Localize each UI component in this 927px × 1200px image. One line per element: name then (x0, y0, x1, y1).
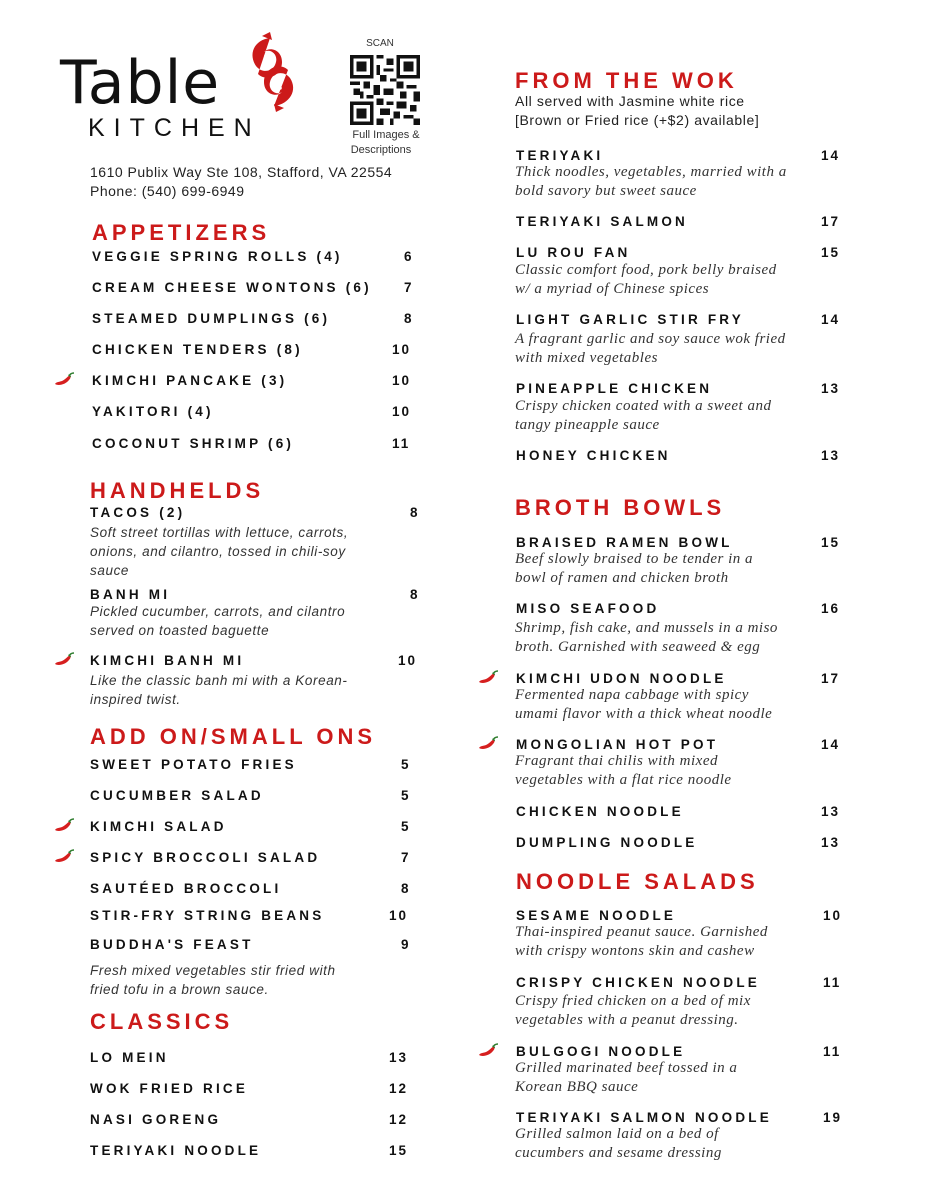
menu-item-name: WOK FRIED RICE (90, 1081, 249, 1096)
menu-item-description: with crispy wontons skin and cashew (515, 943, 755, 959)
menu-item-description: Pickled cucumber, carrots, and cilantro (90, 604, 346, 619)
menu-item-price: 16 (821, 601, 841, 616)
menu-item-name: PINEAPPLE CHICKEN (516, 381, 713, 396)
menu-item-price: 13 (389, 1050, 409, 1065)
menu-item-description: Korean BBQ sauce (515, 1079, 639, 1095)
menu-item-price: 10 (823, 908, 843, 923)
menu-item-price: 7 (401, 850, 411, 865)
menu-item-description: A fragrant garlic and soy sauce wok fried (515, 331, 786, 347)
chili-pepper-icon (52, 849, 76, 865)
menu-item-price: 13 (821, 448, 841, 463)
menu-item-name: SWEET POTATO FRIES (90, 757, 297, 772)
section-title-noodle-salads: NOODLE SALADS (516, 869, 759, 894)
chili-pepper-icon (52, 372, 76, 388)
menu-item-name: SESAME NOODLE (516, 908, 677, 923)
qr-code[interactable] (350, 55, 420, 125)
menu-item-description: bowl of ramen and chicken broth (515, 570, 729, 586)
chili-pepper-icon (476, 1043, 500, 1059)
section-title-wok: FROM THE WOK (515, 68, 738, 93)
section-subtitle: All served with Jasmine white rice (515, 93, 745, 109)
menu-item-description: vegetables with a flat rice noodle (515, 772, 732, 788)
qr-scan-label: SCAN (366, 38, 394, 49)
menu-item-price: 11 (823, 975, 842, 990)
menu-item-price: 14 (821, 148, 841, 163)
qr-caption-1: Full Images & (352, 129, 420, 141)
menu-item-price: 14 (821, 312, 841, 327)
menu-item-description: vegetables with a peanut dressing. (515, 1012, 739, 1028)
menu-item-name: DUMPLING NOODLE (516, 835, 698, 850)
menu-item-price: 5 (401, 788, 411, 803)
section-title-classics: CLASSICS (90, 1009, 234, 1034)
menu-item-name: BULGOGI NOODLE (516, 1044, 686, 1059)
chili-pepper-icon (52, 818, 76, 834)
menu-item-name: KIMCHI BANH MI (90, 653, 245, 668)
chili-pepper-icon (52, 652, 76, 668)
menu-item-price: 11 (392, 436, 411, 451)
menu-item-price: 10 (392, 404, 412, 419)
menu-item-price: 14 (821, 737, 841, 752)
menu-item-name: SAUTÉED BROCCOLI (90, 881, 282, 896)
menu-item-name: TERIYAKI NOODLE (90, 1143, 262, 1158)
menu-item-description: Soft street tortillas with lettuce, carrots, (90, 525, 349, 540)
menu-item-price: 5 (401, 757, 411, 772)
menu-item-price: 17 (821, 214, 841, 229)
section-title-appetizers: APPETIZERS (92, 220, 271, 245)
menu-item-name: VEGGIE SPRING ROLLS (4) (92, 249, 343, 264)
menu-item-description: umami flavor with a thick wheat noodle (515, 706, 773, 722)
menu-item-description: Crispy fried chicken on a bed of mix (515, 993, 751, 1009)
section-title-addons: ADD ON/SMALL ONS (90, 724, 377, 749)
menu-item-name: LO MEIN (90, 1050, 169, 1065)
phone-line: Phone: (540) 699-6949 (90, 183, 245, 199)
menu-item-description: cucumbers and sesame dressing (515, 1145, 722, 1161)
menu-item-name: CHICKEN NOODLE (516, 804, 684, 819)
menu-item-price: 6 (404, 249, 414, 264)
menu-item-price: 12 (389, 1081, 409, 1096)
menu-item-price: 10 (389, 908, 409, 923)
menu-item-name: TERIYAKI SALMON (516, 214, 689, 229)
menu-item-price: 11 (823, 1044, 842, 1059)
menu-item-name: BANH MI (90, 587, 171, 602)
menu-item-description: inspired twist. (90, 692, 181, 707)
menu-item-description: onions, and cilantro, tossed in chili-soy (90, 544, 346, 559)
menu-item-description: Grilled marinated beef tossed in a (515, 1060, 738, 1076)
menu-item-price: 10 (392, 373, 412, 388)
address-line: 1610 Publix Way Ste 108, Stafford, VA 22554 (90, 164, 393, 180)
menu-item-name: LIGHT GARLIC STIR FRY (516, 312, 744, 327)
menu-item-description: Fresh mixed vegetables stir fried with (90, 963, 336, 978)
menu-item-price: 12 (389, 1112, 409, 1127)
koi-fish-icon (240, 32, 304, 112)
menu-item-description: Fermented napa cabbage with spicy (515, 687, 749, 703)
menu-item-name: BRAISED RAMEN BOWL (516, 535, 733, 550)
menu-item-name: CRISPY CHICKEN NOODLE (516, 975, 760, 990)
menu-item-name: TERIYAKI SALMON NOODLE (516, 1110, 772, 1125)
chili-pepper-icon (476, 736, 500, 752)
qr-caption-2: Descriptions (350, 144, 412, 156)
menu-item-price: 15 (821, 535, 841, 550)
menu-item-name: COCONUT SHRIMP (6) (92, 436, 295, 451)
brand-name: Table (60, 48, 221, 118)
section-title-broth-bowls: BROTH BOWLS (515, 495, 726, 520)
menu-item-name: BUDDHA'S FEAST (90, 937, 254, 952)
menu-item-name: SPICY BROCCOLI SALAD (90, 850, 321, 865)
menu-item-price: 15 (389, 1143, 409, 1158)
menu-item-name: KIMCHI SALAD (90, 819, 227, 834)
menu-item-name: STEAMED DUMPLINGS (6) (92, 311, 331, 326)
menu-item-description: Fragrant thai chilis with mixed (515, 753, 718, 769)
menu-item-description: Classic comfort food, pork belly braised (515, 262, 777, 278)
menu-item-name: CREAM CHEESE WONTONS (6) (92, 280, 372, 295)
menu-item-description: Grilled salmon laid on a bed of (515, 1126, 719, 1142)
menu-item-price: 7 (404, 280, 414, 295)
menu-item-price: 10 (398, 653, 418, 668)
menu-item-name: CUCUMBER SALAD (90, 788, 264, 803)
menu-item-name: TACOS (2) (90, 505, 186, 520)
menu-item-price: 13 (821, 835, 841, 850)
menu-item-price: 8 (404, 311, 414, 326)
menu-item-price: 9 (401, 937, 411, 952)
menu-item-name: STIR-FRY STRING BEANS (90, 908, 325, 923)
menu-item-description: Thai-inspired peanut sauce. Garnished (515, 924, 768, 940)
menu-item-description: served on toasted baguette (90, 623, 270, 638)
menu-item-name: CHICKEN TENDERS (8) (92, 342, 303, 357)
menu-item-name: HONEY CHICKEN (516, 448, 671, 463)
menu-item-price: 8 (410, 505, 420, 520)
menu-item-description: with mixed vegetables (515, 350, 658, 366)
menu-item-description: tangy pineapple sauce (515, 417, 660, 433)
menu-item-price: 17 (821, 671, 841, 686)
menu-item-name: KIMCHI PANCAKE (3) (92, 373, 288, 388)
menu-item-description: fried tofu in a brown sauce. (90, 982, 269, 997)
menu-item-description: bold savory but sweet sauce (515, 183, 697, 199)
chili-pepper-icon (476, 670, 500, 686)
menu-item-name: KIMCHI UDON NOODLE (516, 671, 727, 686)
menu-item-name: LU ROU FAN (516, 245, 631, 260)
menu-item-description: Shrimp, fish cake, and mussels in a miso (515, 620, 778, 636)
section-subtitle: [Brown or Fried rice (+$2) available] (515, 112, 760, 128)
brand-subtitle: KITCHEN (88, 114, 261, 142)
section-title-handhelds: HANDHELDS (90, 478, 265, 503)
menu-item-description: w/ a myriad of Chinese spices (515, 281, 710, 297)
menu-item-price: 19 (823, 1110, 843, 1125)
menu-item-description: Crispy chicken coated with a sweet and (515, 398, 772, 414)
menu-item-description: sauce (90, 563, 130, 578)
menu-item-description: Beef slowly braised to be tender in a (515, 551, 754, 567)
menu-item-price: 8 (401, 881, 411, 896)
menu-item-name: NASI GORENG (90, 1112, 222, 1127)
menu-item-name: MONGOLIAN HOT POT (516, 737, 719, 752)
menu-item-name: MISO SEAFOOD (516, 601, 660, 616)
menu-item-description: Like the classic banh mi with a Korean- (90, 673, 348, 688)
menu-item-description: Thick noodles, vegetables, married with a (515, 164, 787, 180)
menu-item-price: 10 (392, 342, 412, 357)
menu-item-name: TERIYAKI (516, 148, 604, 163)
menu-item-price: 13 (821, 381, 841, 396)
menu-item-description: broth. Garnished with seaweed & egg (515, 639, 761, 655)
menu-item-name: YAKITORI (4) (92, 404, 214, 419)
menu-item-price: 13 (821, 804, 841, 819)
menu-item-price: 5 (401, 819, 411, 834)
menu-item-price: 8 (410, 587, 420, 602)
menu-item-price: 15 (821, 245, 841, 260)
